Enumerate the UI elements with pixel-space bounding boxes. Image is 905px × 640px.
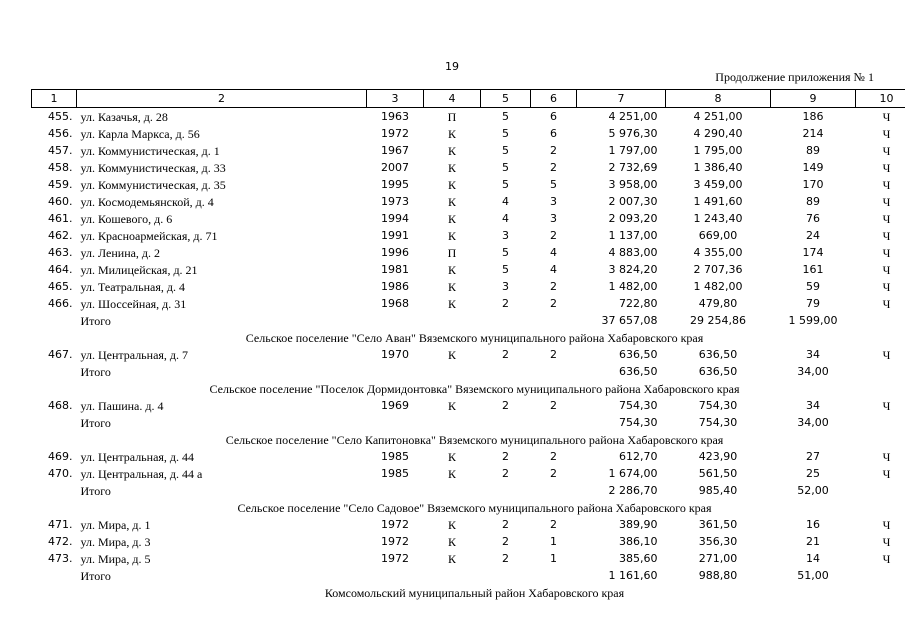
year-cell: 1972 bbox=[381, 551, 409, 565]
floors-cell: 2 bbox=[502, 517, 509, 531]
col-header: 8 bbox=[666, 90, 771, 108]
ownership-cell: Ч bbox=[882, 296, 891, 311]
entrances-cell: 1 bbox=[550, 534, 557, 548]
address-cell: ул. Коммунистическая, д. 33 bbox=[80, 160, 226, 175]
col-header: 5 bbox=[481, 90, 531, 108]
address-cell: ул. Мира, д. 3 bbox=[80, 534, 151, 549]
floors-cell: 4 bbox=[502, 194, 509, 208]
row-number: 469. bbox=[48, 449, 73, 463]
row-number: 470. bbox=[48, 466, 73, 480]
residents-sum: 51,00 bbox=[797, 568, 829, 582]
ownership-cell: Ч bbox=[882, 551, 891, 566]
ownership-cell: Ч bbox=[882, 177, 891, 192]
wall-material-cell: К bbox=[447, 228, 456, 243]
ownership-cell: Ч bbox=[882, 466, 891, 481]
ownership-cell: Ч bbox=[882, 160, 891, 175]
total-area-cell: 1 482,00 bbox=[608, 279, 658, 293]
total-label: Итого bbox=[80, 313, 111, 328]
total-area-cell: 612,70 bbox=[619, 449, 658, 463]
entrances-cell: 2 bbox=[550, 279, 557, 293]
empty-cell bbox=[32, 567, 77, 584]
floors-cell: 5 bbox=[502, 109, 509, 123]
living-area-sum: 636,50 bbox=[698, 364, 738, 378]
table-row bbox=[32, 176, 905, 193]
entrances-cell: 2 bbox=[550, 466, 557, 480]
total-area-sum: 636,50 bbox=[619, 364, 658, 378]
table-row bbox=[32, 448, 905, 465]
residents-cell: 79 bbox=[806, 296, 820, 310]
wall-material-cell: К bbox=[447, 466, 456, 481]
address-cell: ул. Ленина, д. 2 bbox=[80, 245, 161, 260]
total-area-cell: 1 674,00 bbox=[608, 466, 658, 480]
empty-cell bbox=[32, 482, 77, 499]
section-heading-row bbox=[32, 499, 905, 516]
residents-cell: 170 bbox=[802, 177, 824, 191]
wall-material-cell: К bbox=[447, 262, 456, 277]
empty-cell bbox=[856, 567, 905, 584]
total-label: Итого bbox=[80, 415, 111, 430]
total-area-cell: 2 732,69 bbox=[608, 160, 658, 174]
col-header: 4 bbox=[424, 90, 481, 108]
table-row bbox=[32, 397, 905, 414]
total-area-cell: 3 824,20 bbox=[608, 262, 658, 276]
year-cell: 1967 bbox=[381, 143, 409, 157]
section-heading: Сельское поселение "Село Аван" Вяземского муниципального района Хабаровского края bbox=[245, 330, 704, 345]
total-row bbox=[32, 312, 905, 329]
total-area-cell: 1 797,00 bbox=[608, 143, 658, 157]
residents-cell: 149 bbox=[802, 160, 824, 174]
empty-cell bbox=[424, 482, 481, 499]
wall-material-cell: К bbox=[447, 143, 456, 158]
entrances-cell: 5 bbox=[550, 177, 557, 191]
table-row bbox=[32, 244, 905, 261]
living-area-cell: 4 355,00 bbox=[693, 245, 743, 259]
year-cell: 1995 bbox=[381, 177, 409, 191]
wall-material-cell: К bbox=[447, 126, 456, 141]
year-cell: 1969 bbox=[381, 398, 409, 412]
living-area-cell: 4 251,00 bbox=[693, 109, 743, 123]
empty-cell bbox=[856, 482, 905, 499]
residents-cell: 16 bbox=[806, 517, 820, 531]
entrances-cell: 6 bbox=[550, 126, 557, 140]
row-number: 471. bbox=[48, 517, 73, 531]
total-area-cell: 4 883,00 bbox=[608, 245, 658, 259]
empty-cell bbox=[531, 482, 577, 499]
empty-cell bbox=[32, 312, 77, 329]
empty-cell bbox=[424, 567, 481, 584]
living-area-cell: 1 491,60 bbox=[693, 194, 743, 208]
total-row bbox=[32, 414, 905, 431]
total-area-sum: 754,30 bbox=[619, 415, 658, 429]
floors-cell: 3 bbox=[502, 228, 509, 242]
wall-material-cell: К bbox=[447, 194, 456, 209]
total-row bbox=[32, 363, 905, 380]
ownership-cell: Ч bbox=[882, 245, 891, 260]
floors-cell: 5 bbox=[502, 245, 509, 259]
total-area-cell: 385,60 bbox=[619, 551, 658, 565]
empty-cell bbox=[367, 414, 424, 431]
floors-cell: 3 bbox=[502, 279, 509, 293]
residents-cell: 14 bbox=[806, 551, 820, 565]
total-area-cell: 5 976,30 bbox=[608, 126, 658, 140]
address-cell: ул. Центральная, д. 44 bbox=[80, 449, 195, 464]
empty-cell bbox=[424, 363, 481, 380]
col-header: 6 bbox=[531, 90, 577, 108]
floors-cell: 2 bbox=[502, 449, 509, 463]
table-row bbox=[32, 227, 905, 244]
address-cell: ул. Коммунистическая, д. 35 bbox=[80, 177, 226, 192]
ownership-cell: Ч bbox=[882, 347, 891, 362]
residents-sum: 34,00 bbox=[797, 364, 829, 378]
wall-material-cell: К bbox=[447, 551, 456, 566]
total-area-sum: 1 161,60 bbox=[608, 568, 658, 582]
total-area-cell: 636,50 bbox=[619, 347, 658, 361]
row-number: 464. bbox=[48, 262, 73, 276]
living-area-cell: 423,90 bbox=[698, 449, 738, 463]
living-area-sum: 29 254,86 bbox=[690, 313, 746, 327]
residents-cell: 89 bbox=[806, 143, 820, 157]
address-cell: ул. Кошевого, д. 6 bbox=[80, 211, 173, 226]
living-area-cell: 1 243,40 bbox=[693, 211, 743, 225]
entrances-cell: 3 bbox=[550, 194, 557, 208]
year-cell: 2007 bbox=[381, 160, 409, 174]
floors-cell: 5 bbox=[502, 262, 509, 276]
wall-material-cell: К bbox=[447, 347, 456, 362]
year-cell: 1994 bbox=[381, 211, 409, 225]
table-row bbox=[32, 210, 905, 227]
ownership-cell: Ч bbox=[882, 398, 891, 413]
entrances-cell: 2 bbox=[550, 449, 557, 463]
ownership-cell: Ч bbox=[882, 534, 891, 549]
total-label: Итого bbox=[80, 483, 111, 498]
address-cell: ул. Центральная, д. 44 а bbox=[80, 466, 203, 481]
col-header: 1 bbox=[32, 90, 77, 108]
entrances-cell: 2 bbox=[550, 296, 557, 310]
living-area-cell: 561,50 bbox=[698, 466, 738, 480]
row-number: 458. bbox=[48, 160, 73, 174]
col-header: 9 bbox=[771, 90, 856, 108]
total-row bbox=[32, 567, 905, 584]
col-header: 10 bbox=[856, 90, 905, 108]
row-number: 461. bbox=[48, 211, 73, 225]
empty-cell bbox=[481, 482, 531, 499]
table-row bbox=[32, 142, 905, 159]
residents-sum: 1 599,00 bbox=[788, 313, 838, 327]
total-area-sum: 2 286,70 bbox=[608, 483, 658, 497]
total-area-cell: 3 958,00 bbox=[608, 177, 658, 191]
total-label: Итого bbox=[80, 568, 111, 583]
ownership-cell: Ч bbox=[882, 517, 891, 532]
total-area-cell: 754,30 bbox=[619, 398, 658, 412]
section-heading: Сельское поселение "Поселок Дормидонтовка" Вяземского муниципального района Хабаровского края bbox=[209, 381, 740, 396]
living-area-cell: 669,00 bbox=[698, 228, 738, 242]
address-cell: ул. Коммунистическая, д. 1 bbox=[80, 143, 220, 158]
floors-cell: 5 bbox=[502, 143, 509, 157]
empty-cell bbox=[367, 567, 424, 584]
table-row bbox=[32, 533, 905, 550]
address-cell: ул. Казачья, д. 28 bbox=[80, 109, 168, 124]
entrances-cell: 4 bbox=[550, 262, 557, 276]
table-row bbox=[32, 261, 905, 278]
row-number: 465. bbox=[48, 279, 73, 293]
address-cell: ул. Мира, д. 1 bbox=[80, 517, 151, 532]
living-area-cell: 1 386,40 bbox=[693, 160, 743, 174]
empty-cell bbox=[531, 414, 577, 431]
entrances-cell: 2 bbox=[550, 143, 557, 157]
section-heading: Сельское поселение "Село Капитоновка" Вяземского муниципального района Хабаровского края bbox=[225, 432, 724, 447]
address-cell: ул. Милицейская, д. 21 bbox=[80, 262, 198, 277]
col-header: 7 bbox=[577, 90, 666, 108]
entrances-cell: 2 bbox=[550, 160, 557, 174]
wall-material-cell: К bbox=[447, 160, 456, 175]
address-cell: ул. Центральная, д. 7 bbox=[80, 347, 189, 362]
row-number: 460. bbox=[48, 194, 73, 208]
ownership-cell: Ч bbox=[882, 262, 891, 277]
empty-cell bbox=[481, 567, 531, 584]
entrances-cell: 2 bbox=[550, 398, 557, 412]
floors-cell: 2 bbox=[502, 347, 509, 361]
year-cell: 1968 bbox=[381, 296, 409, 310]
empty-cell bbox=[531, 567, 577, 584]
empty-cell bbox=[367, 363, 424, 380]
row-number: 473. bbox=[48, 551, 73, 565]
table-row bbox=[32, 278, 905, 295]
col-header: 2 bbox=[77, 90, 367, 108]
table-row bbox=[32, 108, 905, 126]
year-cell: 1972 bbox=[381, 517, 409, 531]
empty-cell bbox=[481, 363, 531, 380]
floors-cell: 2 bbox=[502, 534, 509, 548]
row-number: 457. bbox=[48, 143, 73, 157]
table-row bbox=[32, 346, 905, 363]
empty-cell bbox=[481, 414, 531, 431]
residents-cell: 186 bbox=[802, 109, 824, 123]
wall-material-cell: К bbox=[447, 517, 456, 532]
residents-cell: 24 bbox=[806, 228, 820, 242]
residents-cell: 25 bbox=[806, 466, 820, 480]
column-number-row bbox=[32, 90, 905, 108]
living-area-sum: 985,40 bbox=[698, 483, 738, 497]
wall-material-cell: П bbox=[447, 245, 457, 260]
empty-cell bbox=[424, 414, 481, 431]
ownership-cell: Ч bbox=[882, 211, 891, 226]
floors-cell: 5 bbox=[502, 126, 509, 140]
wall-material-cell: К bbox=[447, 534, 456, 549]
floors-cell: 5 bbox=[502, 160, 509, 174]
section-heading-row bbox=[32, 329, 905, 346]
living-area-cell: 2 707,36 bbox=[693, 262, 743, 276]
table-body bbox=[32, 108, 905, 602]
table-row bbox=[32, 193, 905, 210]
wall-material-cell: К bbox=[447, 177, 456, 192]
residents-sum: 34,00 bbox=[797, 415, 829, 429]
living-area-sum: 988,80 bbox=[698, 568, 738, 582]
empty-cell bbox=[531, 312, 577, 329]
entrances-cell: 2 bbox=[550, 517, 557, 531]
housing-table bbox=[31, 89, 905, 601]
empty-cell bbox=[367, 312, 424, 329]
ownership-cell: Ч bbox=[882, 279, 891, 294]
total-row bbox=[32, 482, 905, 499]
year-cell: 1985 bbox=[381, 466, 409, 480]
page-number: 19 bbox=[445, 60, 459, 73]
row-number: 472. bbox=[48, 534, 73, 548]
living-area-cell: 636,50 bbox=[698, 347, 738, 361]
living-area-cell: 3 459,00 bbox=[693, 177, 743, 191]
year-cell: 1996 bbox=[381, 245, 409, 259]
wall-material-cell: К bbox=[447, 398, 456, 413]
row-number: 462. bbox=[48, 228, 73, 242]
table-row bbox=[32, 125, 905, 142]
section-heading: Сельское поселение "Село Садовое" Вяземского муниципального района Хабаровского края bbox=[237, 500, 712, 515]
empty-cell bbox=[424, 312, 481, 329]
row-number: 459. bbox=[48, 177, 73, 191]
living-area-cell: 754,30 bbox=[698, 398, 738, 412]
empty-cell bbox=[531, 363, 577, 380]
empty-cell bbox=[856, 363, 905, 380]
residents-cell: 59 bbox=[806, 279, 820, 293]
living-area-sum: 754,30 bbox=[698, 415, 738, 429]
address-cell: ул. Мира, д. 5 bbox=[80, 551, 151, 566]
row-number: 456. bbox=[48, 126, 73, 140]
entrances-cell: 4 bbox=[550, 245, 557, 259]
year-cell: 1991 bbox=[381, 228, 409, 242]
living-area-cell: 1 482,00 bbox=[693, 279, 743, 293]
year-cell: 1973 bbox=[381, 194, 409, 208]
floors-cell: 4 bbox=[502, 211, 509, 225]
total-area-sum: 37 657,08 bbox=[601, 313, 658, 327]
entrances-cell: 3 bbox=[550, 211, 557, 225]
year-cell: 1972 bbox=[381, 126, 409, 140]
total-area-cell: 2 093,20 bbox=[608, 211, 658, 225]
floors-cell: 5 bbox=[502, 177, 509, 191]
residents-cell: 214 bbox=[802, 126, 824, 140]
table-row bbox=[32, 516, 905, 533]
address-cell: ул. Пашина. д. 4 bbox=[80, 398, 164, 413]
entrances-cell: 2 bbox=[550, 347, 557, 361]
continuation-caption: Продолжение приложения № 1 bbox=[715, 70, 874, 84]
section-heading: Комсомольский муниципальный район Хабаровского края bbox=[324, 585, 625, 600]
floors-cell: 2 bbox=[502, 296, 509, 310]
living-area-cell: 1 795,00 bbox=[693, 143, 743, 157]
floors-cell: 2 bbox=[502, 398, 509, 412]
table-row bbox=[32, 295, 905, 312]
address-cell: ул. Карла Маркса, д. 56 bbox=[80, 126, 200, 141]
residents-cell: 161 bbox=[802, 262, 824, 276]
living-area-cell: 361,50 bbox=[698, 517, 738, 531]
section-heading-row bbox=[32, 380, 905, 397]
residents-cell: 174 bbox=[802, 245, 824, 259]
table-row bbox=[32, 159, 905, 176]
empty-cell bbox=[856, 312, 905, 329]
section-heading-row bbox=[32, 431, 905, 448]
entrances-cell: 2 bbox=[550, 228, 557, 242]
row-number: 468. bbox=[48, 398, 73, 412]
table-row bbox=[32, 550, 905, 567]
empty-cell bbox=[856, 414, 905, 431]
empty-cell bbox=[32, 414, 77, 431]
empty-cell bbox=[367, 482, 424, 499]
ownership-cell: Ч bbox=[882, 449, 891, 464]
empty-cell bbox=[32, 363, 77, 380]
total-area-cell: 1 137,00 bbox=[608, 228, 658, 242]
entrances-cell: 6 bbox=[550, 109, 557, 123]
total-label: Итого bbox=[80, 364, 111, 379]
residents-cell: 27 bbox=[806, 449, 820, 463]
row-number: 455. bbox=[48, 109, 73, 123]
total-area-cell: 2 007,30 bbox=[608, 194, 658, 208]
year-cell: 1963 bbox=[381, 109, 409, 123]
residents-cell: 34 bbox=[806, 398, 820, 412]
address-cell: ул. Красноармейская, д. 71 bbox=[80, 228, 218, 243]
floors-cell: 2 bbox=[502, 551, 509, 565]
year-cell: 1985 bbox=[381, 449, 409, 463]
total-area-cell: 722,80 bbox=[619, 296, 658, 310]
living-area-cell: 356,30 bbox=[698, 534, 738, 548]
residents-cell: 34 bbox=[806, 347, 820, 361]
row-number: 466. bbox=[48, 296, 73, 310]
floors-cell: 2 bbox=[502, 466, 509, 480]
ownership-cell: Ч bbox=[882, 143, 891, 158]
total-area-cell: 389,90 bbox=[619, 517, 658, 531]
wall-material-cell: П bbox=[447, 109, 457, 124]
address-cell: ул. Космодемьянской, д. 4 bbox=[80, 194, 214, 209]
year-cell: 1981 bbox=[381, 262, 409, 276]
ownership-cell: Ч bbox=[882, 228, 891, 243]
ownership-cell: Ч bbox=[882, 109, 891, 124]
living-area-cell: 4 290,40 bbox=[693, 126, 743, 140]
table-row bbox=[32, 465, 905, 482]
total-area-cell: 4 251,00 bbox=[608, 109, 658, 123]
year-cell: 1970 bbox=[381, 347, 409, 361]
residents-cell: 89 bbox=[806, 194, 820, 208]
year-cell: 1986 bbox=[381, 279, 409, 293]
address-cell: ул. Шоссейная, д. 31 bbox=[80, 296, 187, 311]
residents-sum: 52,00 bbox=[797, 483, 829, 497]
entrances-cell: 1 bbox=[550, 551, 557, 565]
ownership-cell: Ч bbox=[882, 194, 891, 209]
wall-material-cell: К bbox=[447, 449, 456, 464]
wall-material-cell: К bbox=[447, 211, 456, 226]
row-number: 463. bbox=[48, 245, 73, 259]
living-area-cell: 479,80 bbox=[698, 296, 738, 310]
year-cell: 1972 bbox=[381, 534, 409, 548]
section-heading-row bbox=[32, 584, 905, 601]
row-number: 467. bbox=[48, 347, 73, 361]
col-header: 3 bbox=[367, 90, 424, 108]
wall-material-cell: К bbox=[447, 296, 456, 311]
empty-cell bbox=[481, 312, 531, 329]
living-area-cell: 271,00 bbox=[698, 551, 738, 565]
residents-cell: 21 bbox=[806, 534, 820, 548]
total-area-cell: 386,10 bbox=[619, 534, 658, 548]
residents-cell: 76 bbox=[806, 211, 820, 225]
ownership-cell: Ч bbox=[882, 126, 891, 141]
wall-material-cell: К bbox=[447, 279, 456, 294]
address-cell: ул. Театральная, д. 4 bbox=[80, 279, 185, 294]
